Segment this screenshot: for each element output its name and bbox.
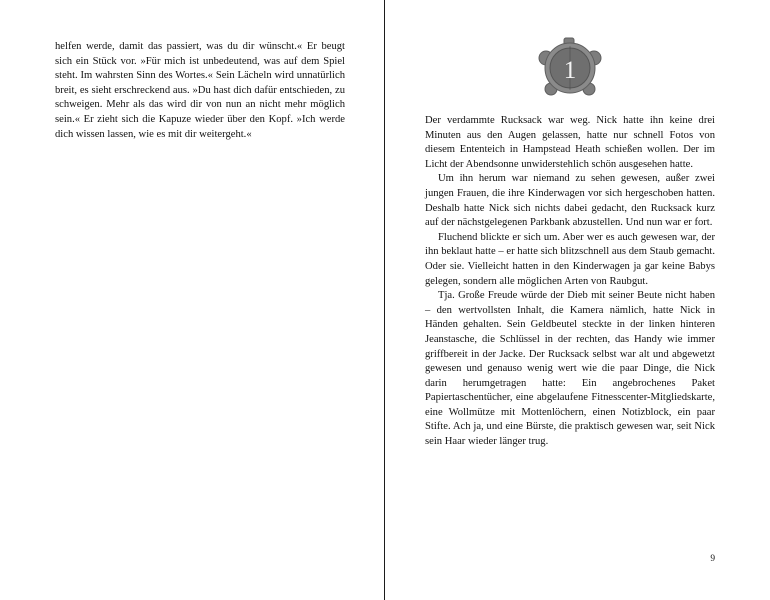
paragraph: helfen werde, damit das passiert, was du dir wünscht.« Er beugt sich ein Stück vor. »Für mich ist unbedeutend, was auf dem Spiel steht. Im wahrsten Sinn des Wortes.« Sein Lächeln wird unnatürlich breit, es sieht erschreckend aus. »Du hast dich dafür entschieden, zu schweigen. Mehr als das wird dir von nun an nicht mehr möglich sein.« Er zieht sich die Kapuze wieder über den Kopf. »Ich werde dich wissen lassen, wie es mit dir weitergeht.« [55,41,345,140]
paragraph: Tja. Große Freude würde der Dieb mit seiner Beute nicht haben – den wertvollsten Inhalt, die Kamera nämlich, hatte Nick in Händen gehalten. Sein Geldbeutel steckte in der linken hinteren Jeanstasche, die Schlüssel in der rechten, das Handy wie immer griffbereit in der Jacke. Der Rucksack selbst war alt und abgewetzt gewesen und genauso wenig wert wie die paar Dinge, die Nick darin herumgetragen hatte: Ein angebrochenes Paket Papiertaschentücher, eine abgelaufene Fitnesscenter-Mitgliedskarte, eine Wollmütze mit Mottenlöchern, einen Notizblock, ein paar Stifte. Ach ja, und eine Bürste, die praktisch gewesen war, seit Nick sein Haar wieder länger trug. [425,290,715,448]
right-page-text-block [425,114,715,450]
page-number: 9 [710,554,715,564]
chapter-ornament-number-one-icon [534,32,606,109]
left-page-text-block [55,40,345,142]
paragraph: Fluchend blickte er sich um. Aber wer es auch gewesen war, der ihn beklaut hatte – er hatte sich blitzschnell aus dem Staub gemacht. Oder sie. Vielleicht hatten in den Kinderwagen ja gar keine Babys gelegen, sondern alle möglichen Arten von Raubgut. [425,231,715,287]
chapter-number-glyph: 1 [563,57,577,84]
paragraph: Um ihn herum war niemand zu sehen gewesen, außer zwei jungen Frauen, die ihre Kinderwagen vor sich hergeschoben hatten. Deshalb hatte Nick sich nichts dabei gedacht, den Rucksack kurz auf der nächstgelegenen Parkbank abzustellen. Und nun war er fort. [425,173,715,229]
right-page [385,0,770,600]
paragraph: Der verdammte Rucksack war weg. Nick hatte ihn keine drei Minuten aus den Augen gelassen, hatte nur schnell Fotos von diesem Ententeich in Hampstead Heath schießen wollen. Der im Licht der Abendsonne unwiderstehlich schön ausgesehen hatte. [425,115,715,170]
chapter-heading [425,18,715,114]
